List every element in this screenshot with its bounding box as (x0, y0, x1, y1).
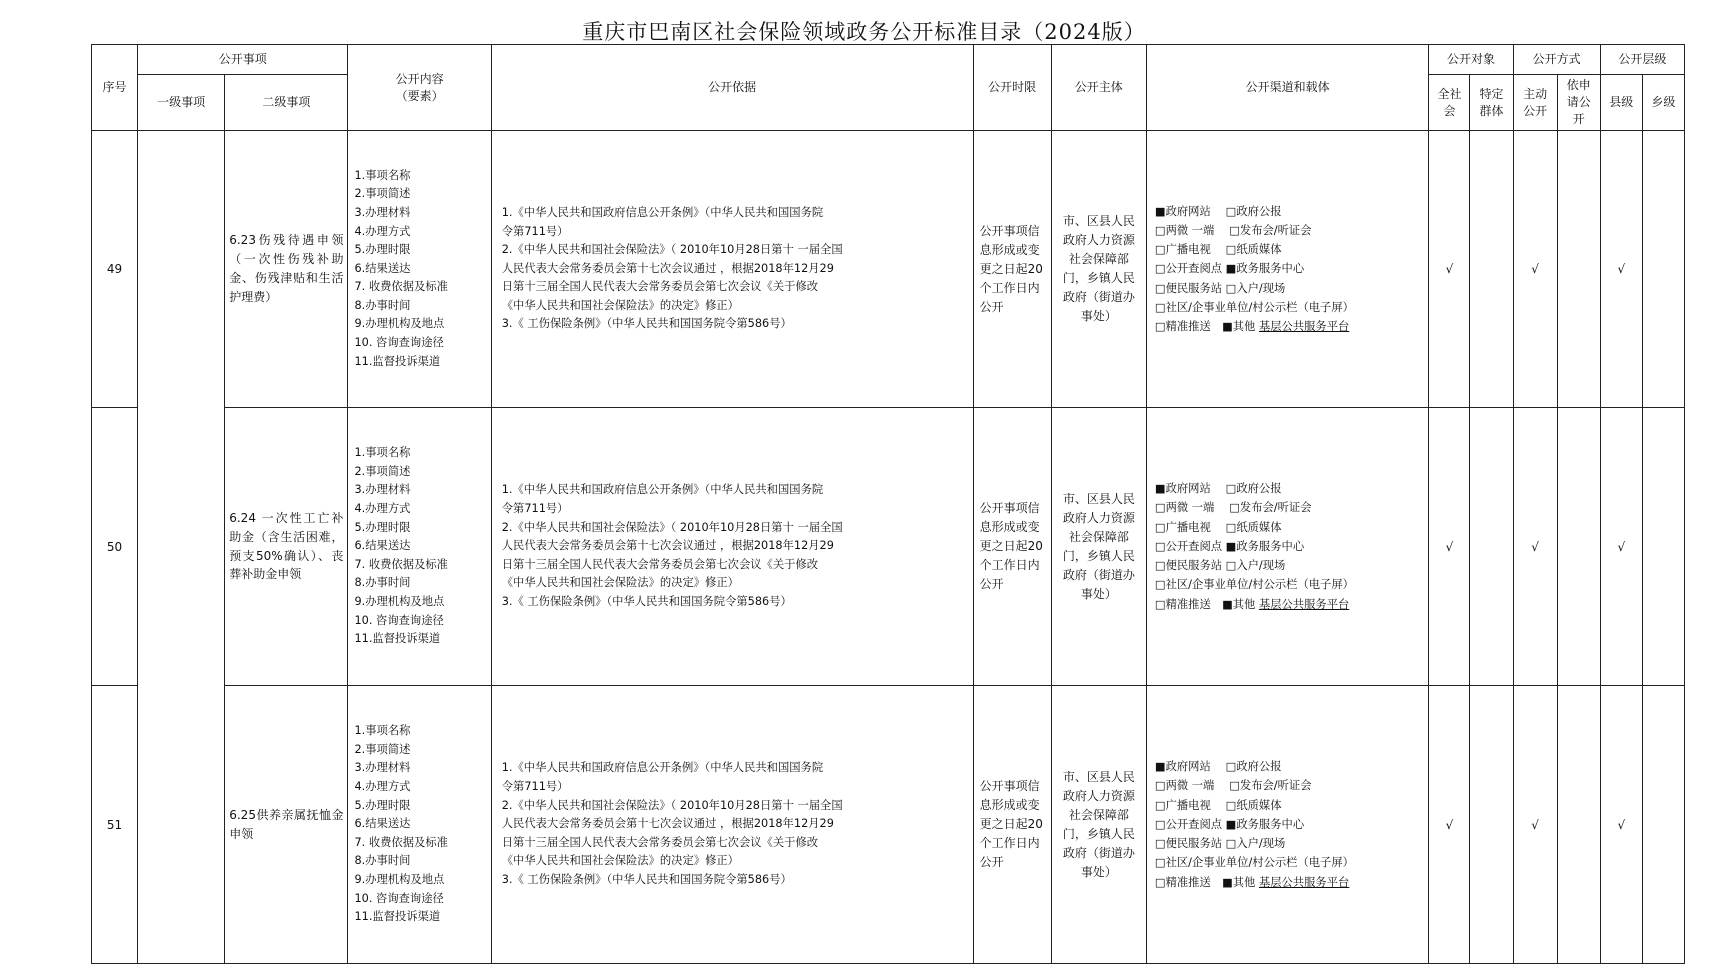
row-contents: 1.事项名称 2.事项简述 3.办理材料 4.办理方式 5.办理时限 6.结果送达 7. 收费依据及标准 8.办事时间 9.办理机构及地点 10. 咨询查询途径 11.监督投诉渠道 (348, 408, 491, 686)
check-request (1557, 408, 1600, 686)
header-level2: 二级事项 (225, 75, 348, 131)
check-town (1642, 131, 1684, 408)
row-basis: 1.《中华人民共和国政府信息公开条例》（中华人民共和国国务院 令第711号） 2.《中华人民共和国社会保险法》（ 2010年10月28日第十 一届全国 人民代表大会常务委员会第十七次会议通过 ，根据2018年12月29 日第十三届全国人民代表大会常务委员会第七次会议《关于修改 《中华人民共和国社会保险法》的决定》修正） 3.《 工伤保险条例》（中华人民共和国国务院令第586号） (491, 686, 973, 964)
header-level-county: 县级 (1600, 75, 1642, 131)
header-body: 公开主体 (1051, 45, 1146, 131)
table-row (92, 686, 1685, 964)
row-seq: 50 (92, 408, 138, 686)
header-seq: 序号 (92, 45, 138, 131)
check-active: √ (1513, 686, 1557, 964)
row-seq: 51 (92, 686, 138, 964)
check-specific (1470, 408, 1513, 686)
row-contents: 1.事项名称 2.事项简述 3.办理材料 4.办理方式 5.办理时限 6.结果送达 7. 收费依据及标准 8.办事时间 9.办理机构及地点 10. 咨询查询途径 11.监督投诉渠道 (348, 686, 491, 964)
check-county: √ (1600, 131, 1642, 408)
row-channel: ■政府网站 □政府公报 □两微 一端 □发布会/听证会 □广播电视 □纸质媒体 □公开查阅点 ■政务服务中心 □便民服务站 □入户/现场 □社区/企事业单位/村公示栏（电子屏） □精准推送 ■其他 基层公共服务平台 (1146, 131, 1429, 408)
header-method: 公开方式 (1513, 45, 1600, 75)
check-specific (1470, 686, 1513, 964)
header-object-all: 全社会 (1429, 75, 1470, 131)
header-level1: 一级事项 (138, 75, 225, 131)
check-active: √ (1513, 408, 1557, 686)
level1-cell (138, 131, 225, 964)
row-time-limit: 公开事项信息形成或变更之日起20个工作日内公开 (973, 408, 1051, 686)
document-title: 重庆市巴南区社会保险领域政务公开标准目录（2024版） (582, 20, 1146, 44)
check-town (1642, 686, 1684, 964)
check-specific (1470, 131, 1513, 408)
header-object: 公开对象 (1429, 45, 1513, 75)
row-item: 6.24 一次性工亡补助金（含生活困难，预支50%确认）、丧葬补助金申领 (225, 408, 348, 686)
row-time-limit: 公开事项信息形成或变更之日起20个工作日内公开 (973, 686, 1051, 964)
header-level: 公开层级 (1600, 45, 1684, 75)
row-body: 市、区县人民政府人力资源社会保障部门，乡镇人民政府（街道办事处） (1051, 131, 1146, 408)
header-method-request: 依申请公开 (1557, 75, 1600, 131)
row-contents: 1.事项名称 2.事项简述 3.办理材料 4.办理方式 5.办理时限 6.结果送达 7. 收费依据及标准 8.办事时间 9.办理机构及地点 10. 咨询查询途径 11.监督投诉渠道 (348, 131, 491, 408)
row-channel: ■政府网站 □政府公报 □两微 一端 □发布会/听证会 □广播电视 □纸质媒体 □公开查阅点 ■政务服务中心 □便民服务站 □入户/现场 □社区/企事业单位/村公示栏（电子屏） □精准推送 ■其他 基层公共服务平台 (1146, 408, 1429, 686)
header-object-specific: 特定群体 (1470, 75, 1513, 131)
check-county: √ (1600, 408, 1642, 686)
row-item: 6.25供养亲属抚恤金申领 (225, 686, 348, 964)
check-active: √ (1513, 131, 1557, 408)
row-time-limit: 公开事项信息形成或变更之日起20个工作日内公开 (973, 131, 1051, 408)
catalog-table (91, 44, 1685, 964)
row-item: 6.23伤残待遇申领（一次性伤残补助金、伤残津贴和生活护理费） (225, 131, 348, 408)
table-row (92, 131, 1685, 408)
check-request (1557, 686, 1600, 964)
check-town (1642, 408, 1684, 686)
row-body: 市、区县人民政府人力资源社会保障部门，乡镇人民政府（街道办事处） (1051, 686, 1146, 964)
row-basis: 1.《中华人民共和国政府信息公开条例》（中华人民共和国国务院 令第711号） 2.《中华人民共和国社会保险法》（ 2010年10月28日第十 一届全国 人民代表大会常务委员会第十七次会议通过 ，根据2018年12月29 日第十三届全国人民代表大会常务委员会第七次会议《关于修改 《中华人民共和国社会保险法》的决定》修正） 3.《 工伤保险条例》（中华人民共和国国务院令第586号） (491, 131, 973, 408)
check-county: √ (1600, 686, 1642, 964)
check-request (1557, 131, 1600, 408)
header-level-town: 乡级 (1642, 75, 1684, 131)
header-time-limit: 公开时限 (973, 45, 1051, 131)
row-seq: 49 (92, 131, 138, 408)
header-channel: 公开渠道和载体 (1146, 45, 1429, 131)
header-basis: 公开依据 (491, 45, 973, 131)
table-row (92, 408, 1685, 686)
check-all-society: √ (1429, 408, 1470, 686)
header-content: 公开内容（要素） (348, 45, 491, 131)
header-public-items: 公开事项 (138, 45, 348, 75)
check-all-society: √ (1429, 686, 1470, 964)
check-all-society: √ (1429, 131, 1470, 408)
header-method-active: 主动公开 (1513, 75, 1557, 131)
row-body: 市、区县人民政府人力资源社会保障部门，乡镇人民政府（街道办事处） (1051, 408, 1146, 686)
row-channel: ■政府网站 □政府公报 □两微 一端 □发布会/听证会 □广播电视 □纸质媒体 □公开查阅点 ■政务服务中心 □便民服务站 □入户/现场 □社区/企事业单位/村公示栏（电子屏） □精准推送 ■其他 基层公共服务平台 (1146, 686, 1429, 964)
row-basis: 1.《中华人民共和国政府信息公开条例》（中华人民共和国国务院 令第711号） 2.《中华人民共和国社会保险法》（ 2010年10月28日第十 一届全国 人民代表大会常务委员会第十七次会议通过 ，根据2018年12月29 日第十三届全国人民代表大会常务委员会第七次会议《关于修改 《中华人民共和国社会保险法》的决定》修正） 3.《 工伤保险条例》（中华人民共和国国务院令第586号） (491, 408, 973, 686)
